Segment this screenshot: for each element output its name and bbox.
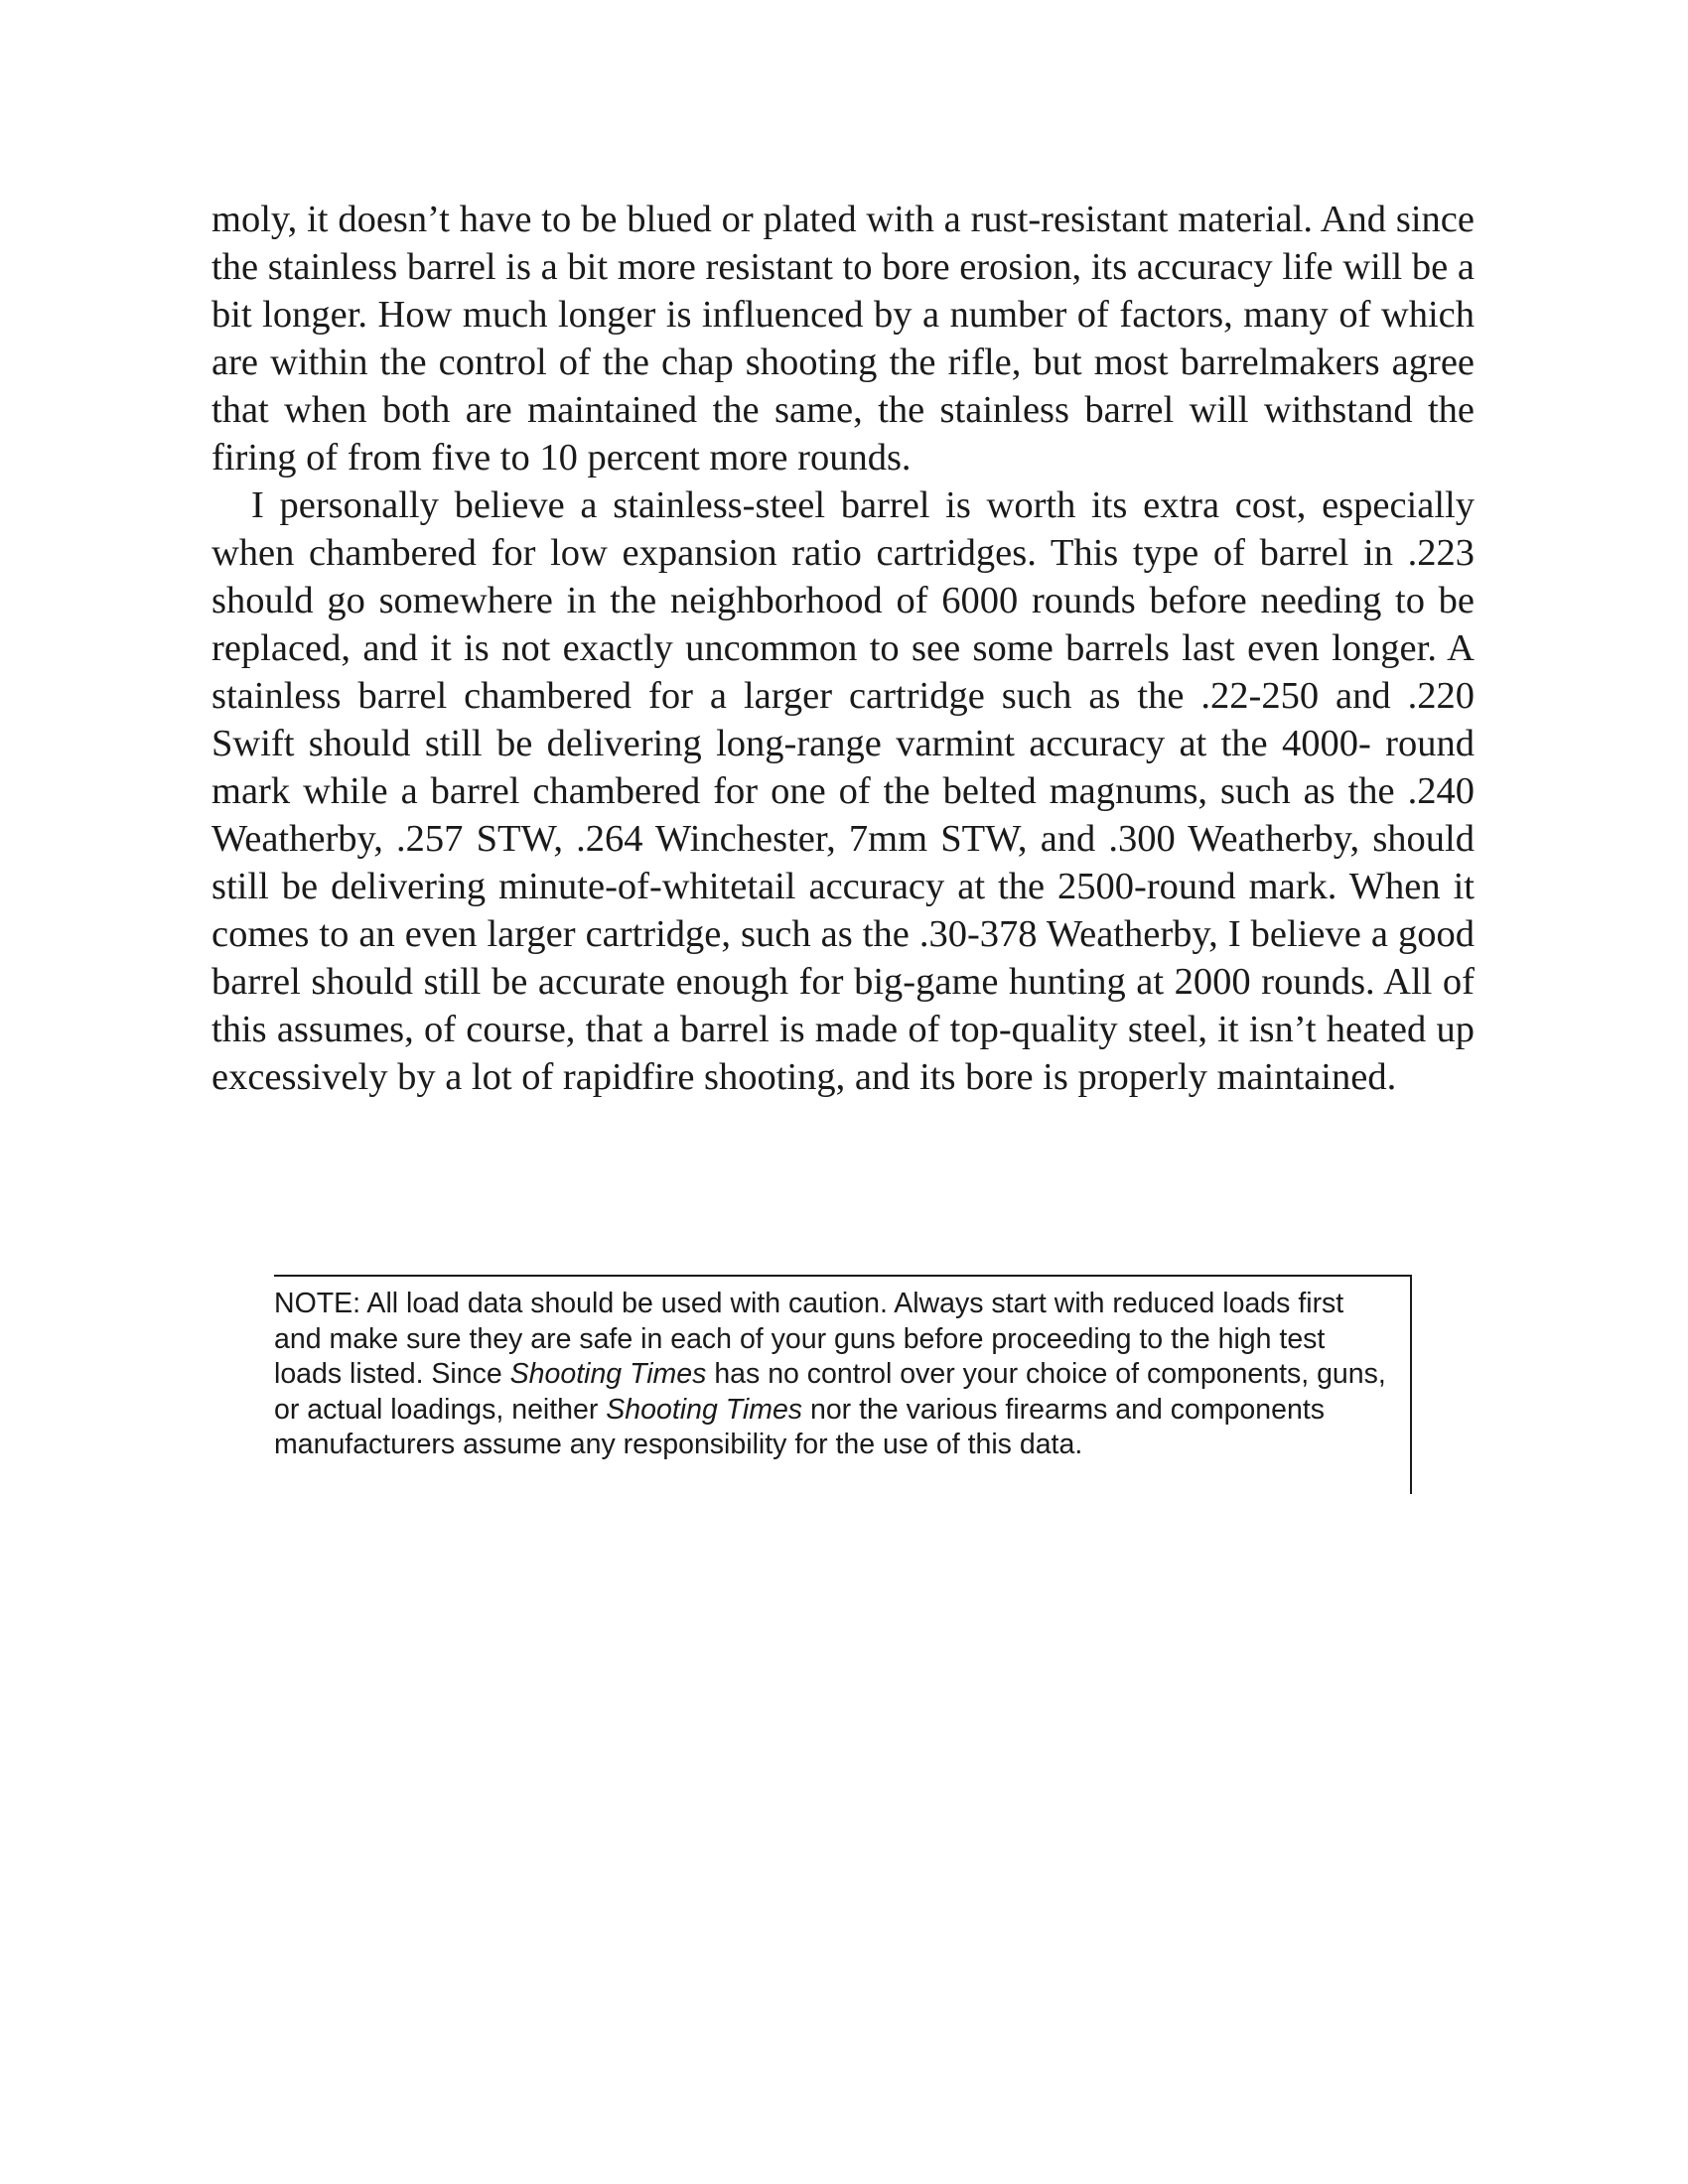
note-publication-name-2: Shooting Times xyxy=(606,1393,803,1426)
paragraph-1: moly, it doesn’t have to be blued or plated with a rust-resistant material. And since the stainless barrel is a bit more resistant to bore erosion, its accuracy life will be a bit longer. How much longer is influenced by a number of factors, many of which are within the control of the chap shooting the rifle, but most barrelmakers agree that when both are maintained the same, the stainless barrel will withstand the firing of from five to 10 percent more rounds. xyxy=(211,199,1475,478)
load-data-note xyxy=(274,1275,1412,1494)
note-text-part-1: NOTE: All load data should be used with caution. Always start with reduced loads first and make sure they are safe in each of your guns before proceeding to the high test loads listed. Since xyxy=(274,1288,1344,1390)
note-publication-name-1: Shooting Times xyxy=(509,1358,707,1390)
body-text xyxy=(211,196,1475,1101)
paragraph-2: I personally believe a stainless-steel barrel is worth its extra cost, especially when chambered for low expansion ratio cartridges. This type of barrel in .223 should go somewhere in the neighborhood of 6000 rounds before needing to be replaced, and it is not exactly uncommon to see some barrels last even longer. A stainless barrel chambered for a larger cartridge such as the .22-250 and .220 Swift should still be delivering long-range varmint accuracy at the 4000- round mark while a barrel chambered for one of the belted magnums, such as the .240 Weatherby, .257 STW, .264 Winchester, 7mm STW, and .300 Weatherby, should still be delivering minute-of-whitetail accuracy at the 2500-round mark. When it comes to an even larger cartridge, such as the .30-378 Weatherby, I believe a good barrel should still be accurate enough for big-game hunting at 2000 rounds. All of this assumes, of course, that a barrel is made of top-quality steel, it isn’t heated up excessively by a lot of rapidfire shooting, and its bore is properly maintained. xyxy=(211,484,1475,1098)
note-text-part-2: has no control over your choice of components, guns, or actual loadings, neither xyxy=(274,1358,1386,1426)
note-text-part-3: nor the various firearms and components manufacturers assume any responsibility for the use of this data. xyxy=(274,1393,1325,1460)
